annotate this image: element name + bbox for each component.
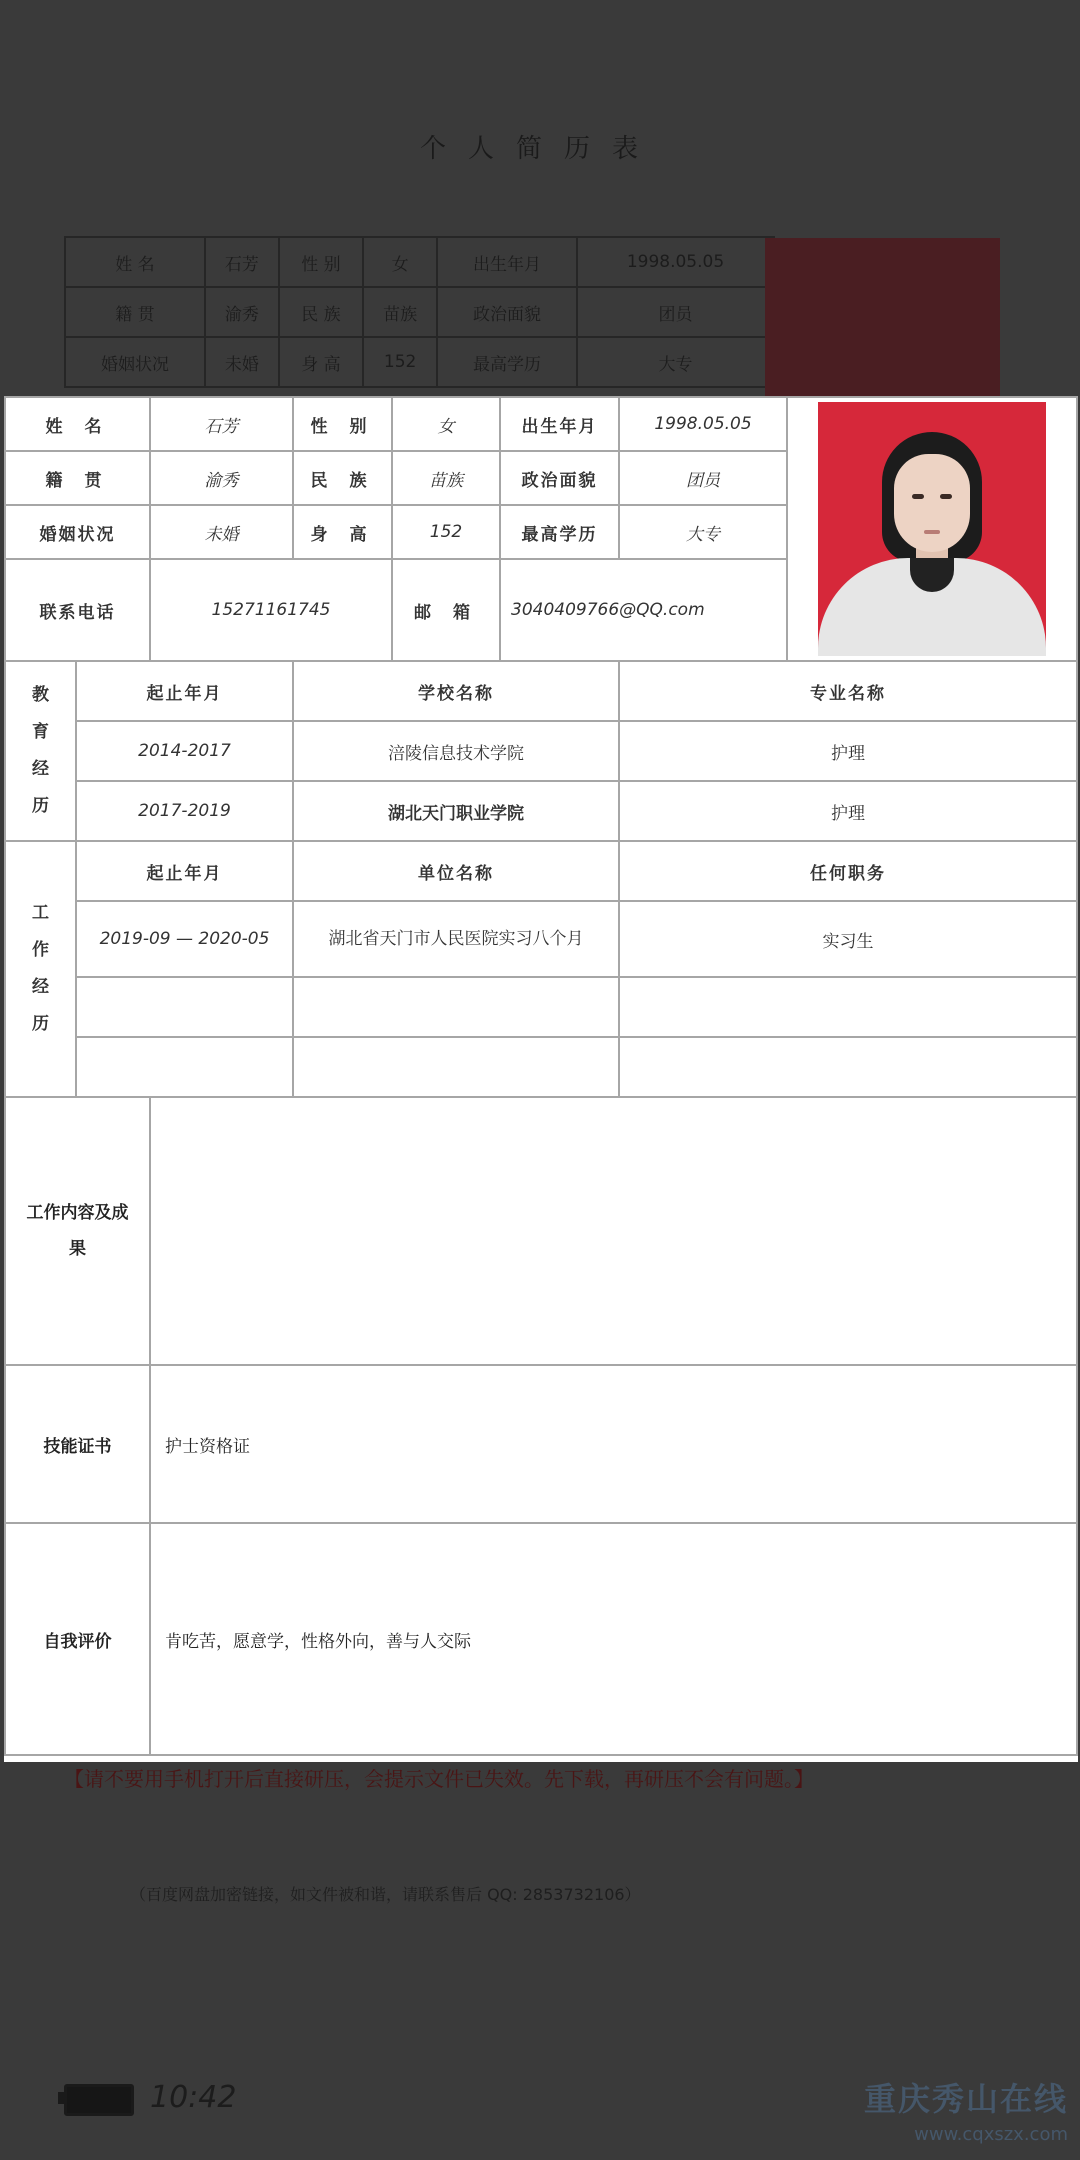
resume-card[interactable] — [4, 396, 1078, 1762]
value-political: 团员 — [619, 451, 787, 505]
education-row-major: 护理 — [619, 781, 1077, 841]
label-native: 籍 贯 — [5, 451, 150, 505]
label-marital: 婚姻状况 — [5, 505, 150, 559]
value-ethnic: 苗族 — [392, 451, 500, 505]
background-photo — [765, 238, 1000, 398]
watermark — [864, 2074, 1068, 2145]
bg-cell: 性 别 — [279, 237, 363, 287]
work-header-position: 任何职务 — [619, 841, 1077, 901]
bg-cell: 石芳 — [205, 237, 279, 287]
bg-cell: 最高学历 — [437, 337, 577, 387]
work-side-label: 工 作 经 历 — [5, 841, 76, 1097]
bg-cell: 苗族 — [363, 287, 437, 337]
label-height: 身 高 — [293, 505, 392, 559]
watermark-name: 重庆秀山在线 — [863, 2080, 1068, 2118]
bg-cell: 大专 — [577, 337, 774, 387]
work-row-position: 实习生 — [619, 901, 1077, 977]
label-birth: 出生年月 — [500, 397, 619, 451]
bg-cell: 身 高 — [279, 337, 363, 387]
value-marital: 未婚 — [150, 505, 293, 559]
value-self-eval: 肯吃苦，愿意学，性格外向，善与人交际 — [150, 1523, 1077, 1755]
education-row-school: 涪陵信息技术学院 — [293, 721, 619, 781]
label-skills: 技能证书 — [5, 1365, 150, 1523]
education-header-school: 学校名称 — [293, 661, 619, 721]
battery-icon — [64, 2084, 134, 2116]
resume-table — [4, 396, 1078, 1756]
value-birth: 1998.05.05 — [619, 397, 787, 451]
bg-cell: 政治面貌 — [437, 287, 577, 337]
work-row-position — [619, 1037, 1077, 1097]
value-email: 3040409766@QQ.com — [500, 559, 787, 661]
bg-cell: 未婚 — [205, 337, 279, 387]
bg-cell: 民 族 — [279, 287, 363, 337]
work-row-position — [619, 977, 1077, 1037]
background-title: 个人简历表 — [419, 134, 660, 164]
education-side-label: 教 育 经 历 — [5, 661, 76, 841]
work-row-period: 2019-09 — 2020-05 — [76, 901, 293, 977]
value-height: 152 — [392, 505, 500, 559]
education-row-period: 2017-2019 — [76, 781, 293, 841]
label-email: 邮 箱 — [392, 559, 500, 661]
background-note-link: （百度网盘加密链接，如文件被和谐，请联系售后 QQ: 2853732106） — [130, 1885, 641, 1904]
work-row-employer — [293, 1037, 619, 1097]
value-gender: 女 — [392, 397, 500, 451]
label-self-eval: 自我评价 — [5, 1523, 150, 1755]
bg-cell: 姓 名 — [65, 237, 205, 287]
education-header-major: 专业名称 — [619, 661, 1077, 721]
bg-cell: 女 — [363, 237, 437, 287]
work-header-period: 起止年月 — [76, 841, 293, 901]
background-note: 【请不要用手机打开后直接研压，会提示文件已失效。先下载，再研压不会有问题。】 — [64, 1767, 814, 1791]
bg-cell: 籍 贯 — [65, 287, 205, 337]
photo-cell — [787, 397, 1077, 661]
label-edu-level: 最高学历 — [500, 505, 619, 559]
education-header-period: 起止年月 — [76, 661, 293, 721]
work-header-employer: 单位名称 — [293, 841, 619, 901]
work-row-period — [76, 977, 293, 1037]
label-gender: 性 别 — [293, 397, 392, 451]
profile-photo — [818, 402, 1046, 656]
value-work-content — [150, 1097, 1077, 1365]
bg-cell: 渝秀 — [205, 287, 279, 337]
label-work-content: 工作内容及成果 — [5, 1097, 150, 1365]
education-row-major: 护理 — [619, 721, 1077, 781]
label-ethnic: 民 族 — [293, 451, 392, 505]
clock-time: 10:42 — [150, 2080, 237, 2115]
work-row-employer: 湖北省天门市人民医院实习八个月 — [293, 901, 619, 977]
bg-cell: 1998.05.05 — [577, 237, 774, 287]
watermark-url: www.cqxszx.com — [914, 2124, 1068, 2145]
value-phone: 15271161745 — [150, 559, 392, 661]
education-row-period: 2014-2017 — [76, 721, 293, 781]
work-row-employer — [293, 977, 619, 1037]
bg-cell: 152 — [363, 337, 437, 387]
value-name: 石芳 — [150, 397, 293, 451]
value-native: 渝秀 — [150, 451, 293, 505]
label-phone: 联系电话 — [5, 559, 150, 661]
label-name: 姓 名 — [5, 397, 150, 451]
education-row-school: 湖北天门职业学院 — [293, 781, 619, 841]
bg-cell: 出生年月 — [437, 237, 577, 287]
bg-cell: 婚姻状况 — [65, 337, 205, 387]
label-political: 政治面貌 — [500, 451, 619, 505]
value-edu-level: 大专 — [619, 505, 787, 559]
bg-cell: 团员 — [577, 287, 774, 337]
work-row-period — [76, 1037, 293, 1097]
value-skills: 护士资格证 — [150, 1365, 1077, 1523]
